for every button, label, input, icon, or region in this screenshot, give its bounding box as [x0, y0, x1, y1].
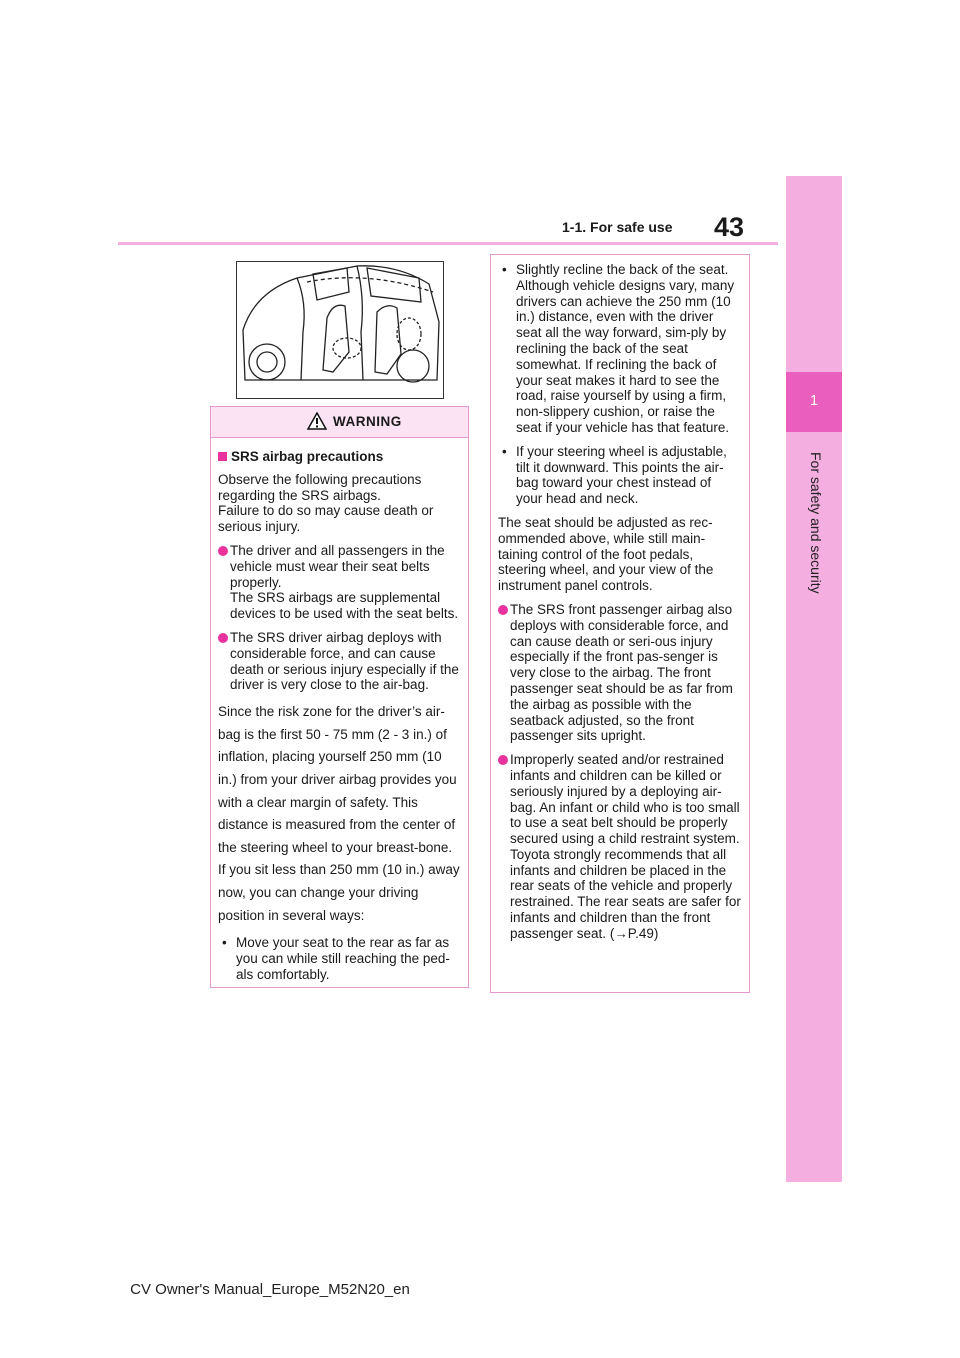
bullet-item: • If your steering wheel is adjustable, tilt it downward. This points the air-bag toward your chest instead of your head and neck. [502, 443, 727, 507]
vehicle-interior-airbag-illustration [236, 261, 444, 399]
header-divider [118, 242, 778, 245]
risk-zone-paragraph: Since the risk zone for the driver’s air-bag is the first 50 - 75 mm (2 - 3 in.) of inflation, placing yourself 250 mm (10 in.) from your driver airbag provides you with a clear margin of safety. This distance is measured from the center of the steering wheel to your breast-bone. If you sit less than 250 mm (10 in.) away now, you can change your driving position in several ways: [218, 704, 460, 923]
warning-item: Improperly seated and/or restrained infants and children can be killed or seriously injured by a deploying air-bag. An infant or child who is too small to use a seat belt should be properly secured using a child restraint system. Toyota strongly recommends that all infants and children be placed in the rear seats of the vehicle and properly restrained. The rear seats are safer for infants and children than the front passenger seat. (→P.49) [498, 752, 741, 942]
warning-header [211, 407, 468, 438]
square-bullet-icon [218, 452, 227, 461]
warning-item: The SRS driver airbag deploys with considerable force, and can cause death or serious injury especially if the driver is very close to the air-bag. [218, 630, 460, 693]
bullet-item: • Slightly recline the back of the seat. Although vehicle designs vary, many drivers can achieve the 250 mm (10 in.) distance, even with the driver seat all the way forward, sim-ply by reclining the back of the seat somewhat. If reclining the back of your seat makes it hard to see the road, raise yourself by using a firm, non-slippery cushion, or raise the seat if your vehicle has that feature. [502, 262, 735, 435]
warning-continued-box [490, 254, 750, 993]
circle-bullet-icon [498, 605, 508, 615]
warning-title: WARNING [333, 414, 402, 429]
warning-triangle-icon [307, 412, 327, 430]
page-number: 43 [714, 212, 745, 242]
warning-item: The SRS front passenger airbag also deploys with considerable force, and can cause death or seri-ous injury especially if the front pas-senger is very close to the airbag. The front passenger seat should be as far from the airbag as possible with the seatback adjusted, so the front passenger sits upright. [498, 602, 741, 744]
warning-item: The driver and all passengers in the vehicle must wear their seat belts properly. The SRS airbags are supplemental devices to be used with the seat belts. [218, 543, 460, 622]
warning-heading: SRS airbag precautions [218, 449, 460, 465]
warning-intro: Observe the following precautions regarding the SRS airbags. Failure to do so may cause death or serious injury. [218, 471, 434, 535]
chapter-number: 1 [809, 392, 819, 409]
circle-bullet-icon [498, 755, 508, 765]
circle-bullet-icon [218, 633, 228, 643]
chapter-side-tab [786, 176, 842, 1182]
circle-bullet-icon [218, 546, 228, 556]
footer-manual-id: CV Owner's Manual_Europe_M52N20_en [130, 1281, 410, 1298]
seat-adjustment-paragraph: The seat should be adjusted as rec-ommended above, while still main-taining control of the foot pedals, steering wheel, and your view of the instrument panel controls. [498, 514, 714, 594]
bullet-item: • Move your seat to the rear as far as you can while still reaching the ped-als comfortably. [222, 935, 450, 982]
warning-box [210, 406, 469, 988]
chapter-title: For safety and security [808, 452, 824, 594]
section-title: 1-1. For safe use [562, 219, 673, 235]
